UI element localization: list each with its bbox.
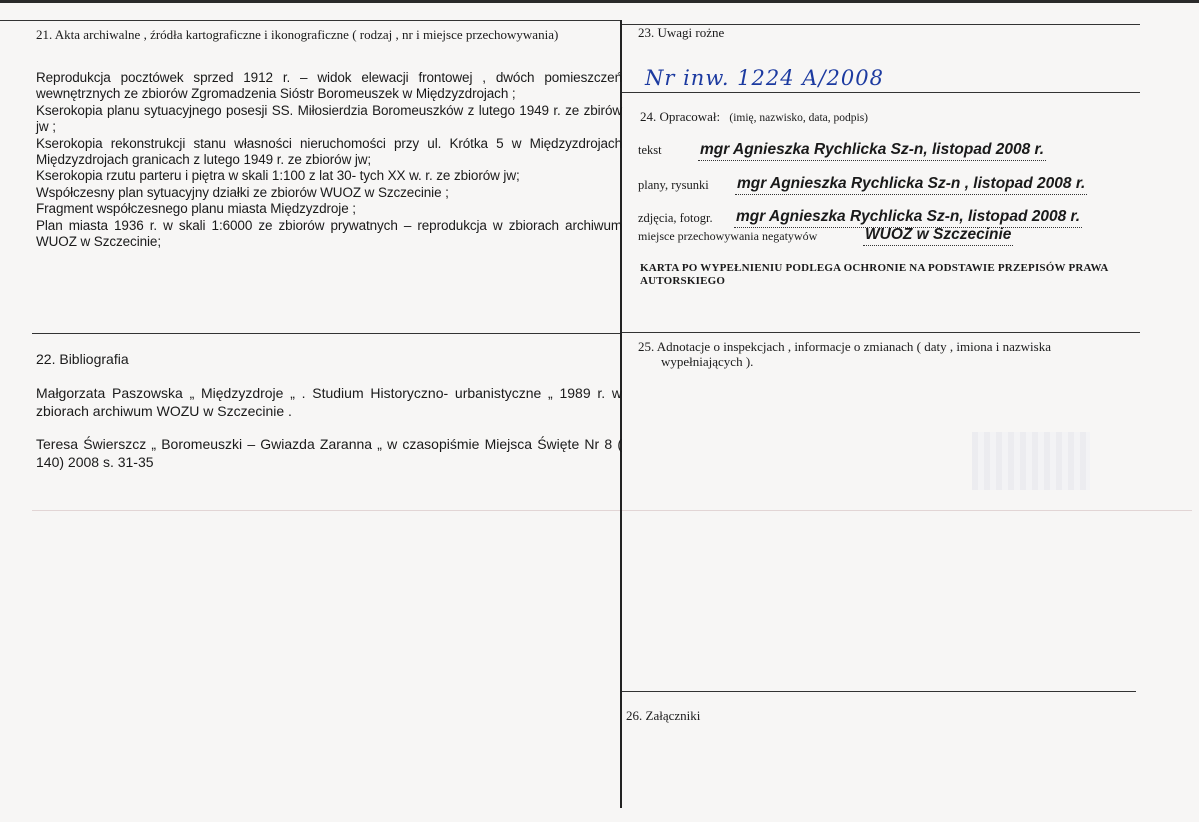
list-item: Współczesny plan sytuacyjny działki ze zbiorów WUOZ w Szczecinie ; <box>36 184 449 200</box>
section-22-title: 22. Bibliografia <box>36 351 129 367</box>
drawings-author-value: mgr Agnieszka Rychlicka Sz-n , listopad 2008 r. <box>735 175 1087 195</box>
photos-author-label: zdjęcia, fotogr. <box>638 211 713 225</box>
section-25-line-2: wypełniających ). <box>661 354 754 369</box>
negatives-location-value: WUOZ w Szczecinie <box>863 226 1013 246</box>
section-24-header <box>640 109 868 125</box>
list-item: Kserokopia rzutu parteru i piętra w skali 1:100 z lat 30- tych XX w. r. ze zbiorów jw; <box>36 168 520 184</box>
rule-middle-right <box>622 332 1140 333</box>
section-25-line-1: 25. Adnotacje o inspekcjach , informacje o zmianach ( daty , imiona i nazwiska <box>638 339 1051 354</box>
rule-middle-left <box>32 333 620 334</box>
section-22-list <box>36 385 622 487</box>
section-25-title <box>638 339 1108 369</box>
inventory-handwritten-note: Nr inw. 1224 A/2008 <box>645 66 884 90</box>
text-author-value: mgr Agnieszka Rychlicka Sz-n, listopad 2008 r. <box>698 141 1046 161</box>
section-24-title: 24. Opracował: <box>640 109 721 124</box>
list-item: Fragment współczesnego planu miasta Międzyzdroje ; <box>36 201 356 217</box>
scan-artifact <box>972 432 1090 490</box>
section-21-title: 21. Akta archiwalne , źródła kartograficzne i ikonograficzne ( rodzaj , nr i miejsce przechowywania) <box>36 27 559 42</box>
section-26-title: 26. Załączniki <box>626 708 701 723</box>
top-rule-left <box>0 20 620 21</box>
faint-rule-lower <box>32 510 1192 511</box>
list-item: Małgorzata Paszowska „ Międzyzdroje „ . Studium Historyczno- urbanistyczne „ 1989 r. w zbiorach archiwum WOZU w Szczecinie . <box>36 385 622 419</box>
rule-below-note <box>622 92 1140 93</box>
section-21-list <box>36 70 622 250</box>
text-author-label: tekst <box>638 143 662 157</box>
list-item: Teresa Świerszcz „ Boromeuszki – Gwiazda Zaranna „ w czasopiśmie Miejsca Święte Nr 8 ( 140) 2008 s. 31-35 <box>36 436 622 470</box>
rule-above-attachments <box>622 691 1136 692</box>
scan-top-edge <box>0 0 1199 3</box>
photos-author-value: mgr Agnieszka Rychlicka Sz-n, listopad 2008 r. <box>734 208 1082 228</box>
drawings-author-label: plany, rysunki <box>638 178 709 192</box>
list-item: Plan miasta 1936 r. w skali 1:6000 ze zbiorów prywatnych – reprodukcja w zbiorach archiwum WUOZ w Szczecinie; <box>36 217 622 250</box>
list-item: Kserokopia rekonstrukcji stanu własności nieruchomości przy ul. Krótka 5 w Międzyzdrojach Międzyzdrojach granicach z lutego 1949 r. ze zbiorów jw; <box>36 135 622 168</box>
section-23-title: 23. Uwagi rożne <box>638 25 725 40</box>
list-item: Kserokopia planu sytuacyjnego posesji SS. Miłosierdzia Boromeuszków z lutego 1949 r. ze zbirów jw ; <box>36 102 622 135</box>
list-item: Reprodukcja pocztówek sprzed 1912 r. – widok elewacji frontowej , dwóch pomieszczeń wewnętrznych ze zbiorów Zgromadzenia Sióstr Boromeuszek w Międzyzdrojach ; <box>36 70 622 102</box>
section-24-subtitle: (imię, nazwisko, data, podpis) <box>729 112 868 124</box>
copyright-notice: KARTA PO WYPEŁNIENIU PODLEGA OCHRONIE NA PODSTAWIE PRZEPISÓW PRAWA AUTORSKIEGO <box>640 262 1108 287</box>
negatives-location-label: miejsce przechowywania negatywów <box>638 229 818 243</box>
